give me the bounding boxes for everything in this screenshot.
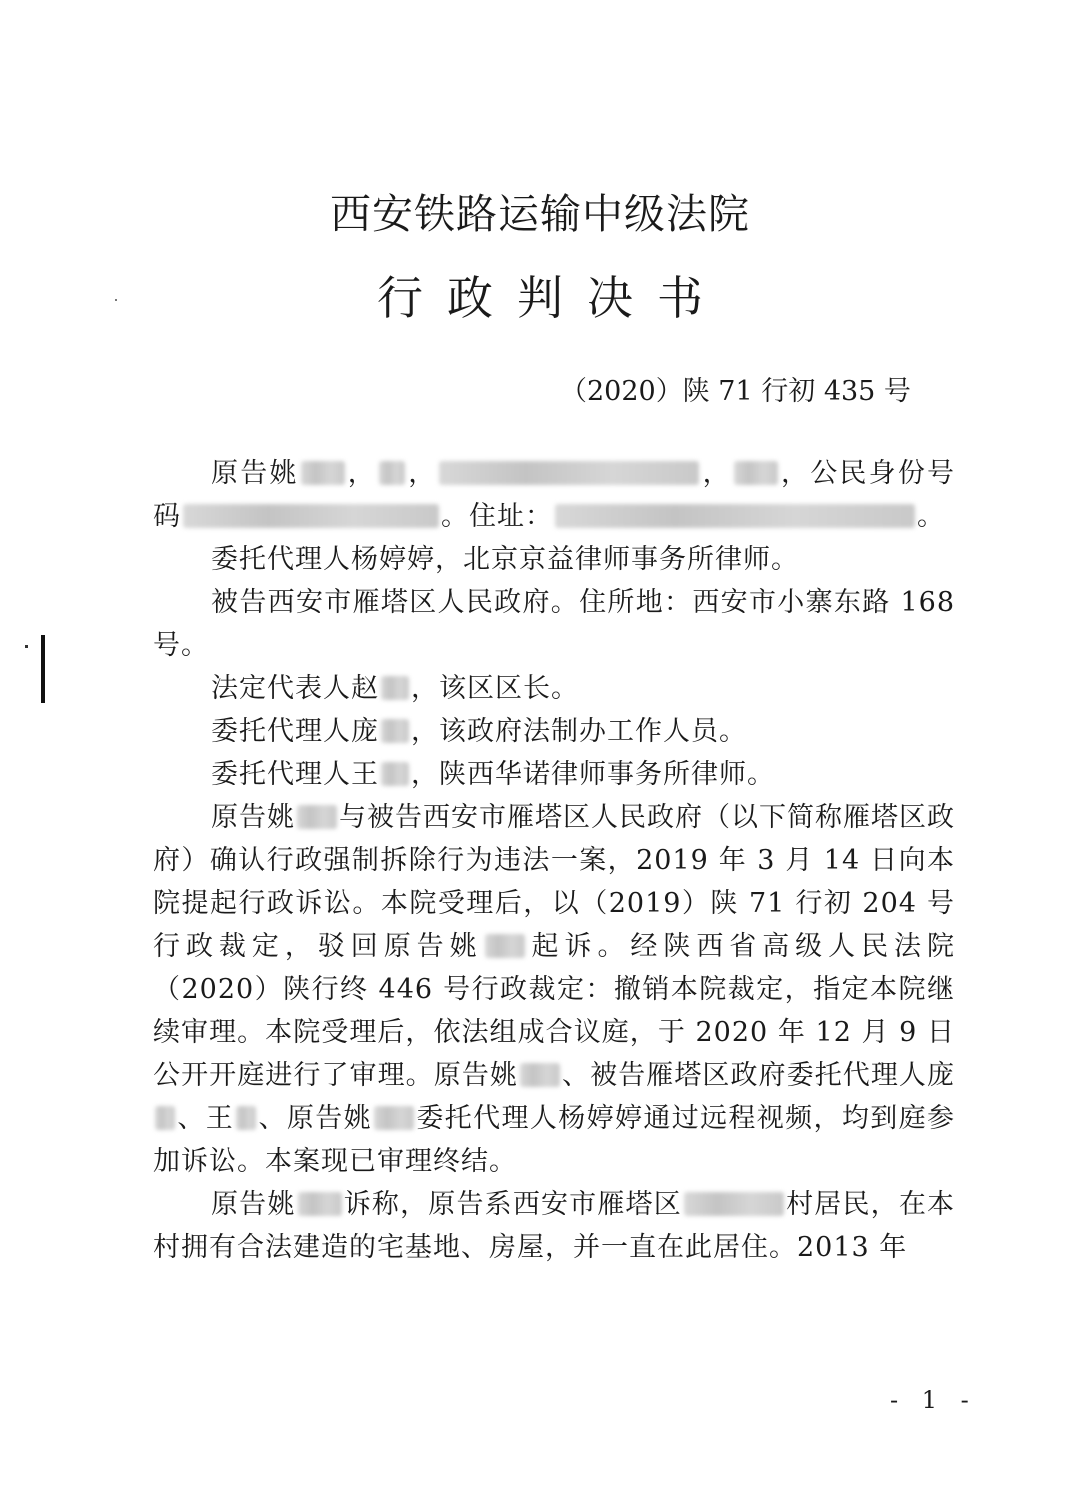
paragraph-legal-representative [153, 667, 955, 710]
redacted-ethnicity [734, 461, 778, 485]
case-history-text: 原告姚 [211, 802, 295, 833]
legal-rep-title: ，该区区长。 [411, 673, 579, 704]
redacted-name [485, 934, 525, 958]
period-text: 。 [917, 501, 945, 532]
legal-rep-label: 法定代表人赵 [211, 673, 379, 704]
paragraph-case-history [153, 796, 955, 1183]
redacted-name [155, 1106, 175, 1130]
claims-text: 诉称，原告系西安市雁塔区 [343, 1189, 682, 1220]
plaintiff-intro-text: 原告姚 [211, 458, 299, 489]
court-name: 西安铁路运输中级法院 [330, 190, 750, 238]
redacted-name [236, 1106, 256, 1130]
id-label-text: ，公民身份号码 [153, 458, 956, 532]
redacted-name [297, 805, 337, 829]
case-history-text: 、王 [177, 1103, 235, 1134]
separator-text: ， [346, 458, 378, 489]
redacted-location [684, 1192, 784, 1216]
case-history-text: 起诉。经陕西省高级人民法院（2020）陕行终 446 号行政裁定：撤销本院裁定，指定本院继续审理。本院受理后，依法组成合议庭，于 2020 年 12 月 9 日公开开庭进行了审理。原告姚 [153, 931, 956, 1091]
paragraph-plaintiff-claims [153, 1183, 955, 1269]
page-number: - 1 - [890, 1386, 977, 1414]
paragraph-plaintiff [153, 452, 955, 538]
redacted-birthdate [439, 461, 699, 485]
case-history-text: 与被告西安市雁塔区人民政府（以下简称雁塔区政府）确认行政强制拆除行为违法一案，2019 年 3 月 14 日向本院提起行政诉讼。本院受理后，以（2019）陕 71 行初 204 号行政裁定，驳回原告姚 [153, 802, 955, 962]
agent-title: ，陕西华诺律师事务所律师。 [411, 759, 775, 790]
redacted-address [555, 504, 915, 528]
redacted-name [301, 461, 345, 485]
paragraph-defendant-agent-1 [153, 710, 955, 753]
claims-text: 原告姚 [211, 1189, 296, 1220]
case-number: （2020）陕 71 行初 435 号 [560, 376, 911, 407]
redacted-name [298, 1192, 342, 1216]
redacted-gender [379, 461, 405, 485]
agent-label: 委托代理人王 [211, 759, 379, 790]
separator-text: ， [407, 458, 438, 489]
redacted-name [381, 762, 409, 786]
scan-mark-line [41, 635, 45, 703]
paragraph-plaintiff-agent: 委托代理人杨婷婷，北京京益律师事务所律师。 [211, 544, 799, 575]
judgment-body [153, 452, 955, 1269]
redacted-id-number [183, 504, 439, 528]
case-history-text: 、原告姚 [258, 1103, 372, 1134]
paragraph-defendant: 被告西安市雁塔区人民政府。住所地：西安市小寨东路 168 号。 [153, 587, 955, 661]
scan-mark-dot [25, 645, 28, 648]
separator-text: ， [701, 458, 732, 489]
redacted-name [381, 676, 409, 700]
case-history-text: 委托代理人杨婷婷通过远程视频，均到庭参加诉讼。本案现已审理终结。 [153, 1103, 956, 1177]
claims-text: 村居民，在本村拥有合法建造的宅基地、房屋，并一直在此居住。2013 年 [153, 1189, 956, 1263]
redacted-name [381, 719, 409, 743]
paragraph-defendant-agent-2 [153, 753, 955, 796]
case-history-text: 、被告雁塔区政府委托代理人庞 [561, 1060, 956, 1091]
redacted-name [520, 1063, 560, 1087]
agent-title: ，该政府法制办工作人员。 [411, 716, 747, 747]
address-label-text: 。住址： [441, 501, 553, 532]
agent-label: 委托代理人庞 [211, 716, 379, 747]
document-type-title: 行政判决书 [377, 271, 727, 325]
redacted-name [374, 1106, 414, 1130]
